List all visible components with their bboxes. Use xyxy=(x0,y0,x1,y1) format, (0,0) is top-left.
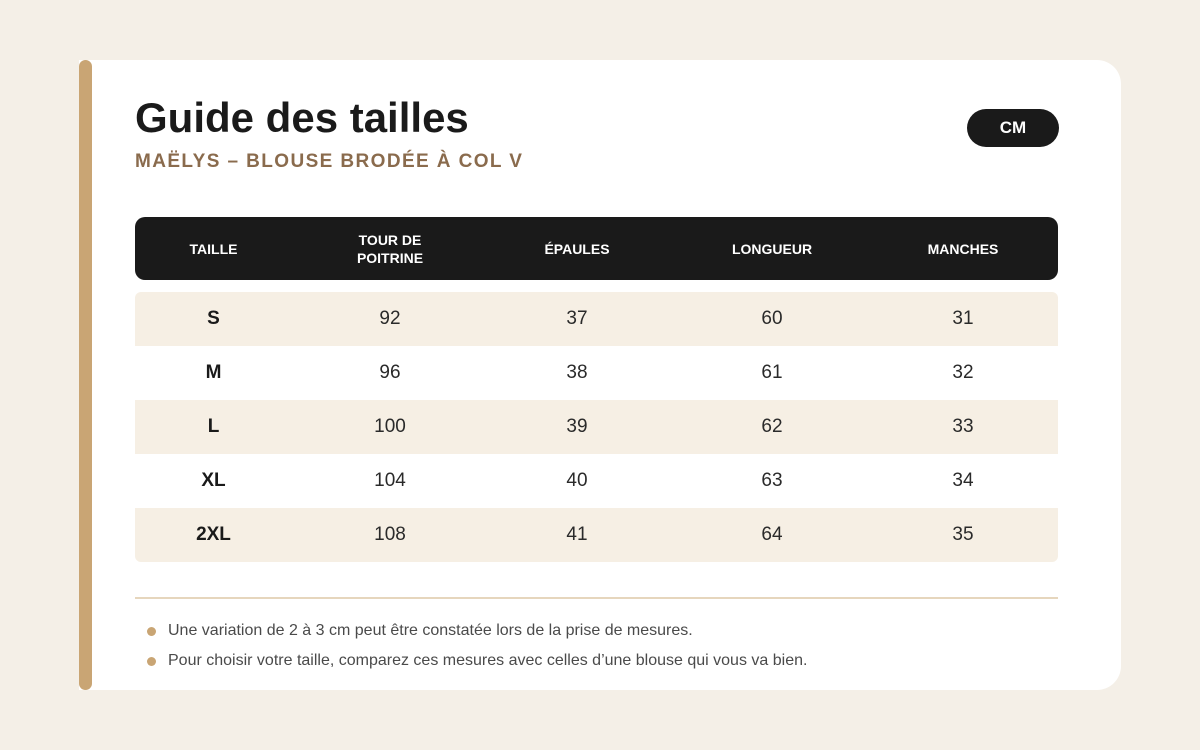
cell-size: 2XL xyxy=(196,524,231,545)
table-row xyxy=(135,346,1058,400)
cell-sleeves: 33 xyxy=(952,416,974,437)
column-header-size: TAILLE xyxy=(189,240,238,257)
list-item xyxy=(147,621,807,641)
cell-sleeves: 34 xyxy=(952,470,974,491)
table-row xyxy=(135,400,1058,454)
cell-length: 60 xyxy=(761,308,783,329)
accent-bar xyxy=(79,60,92,690)
cell-length: 64 xyxy=(761,524,783,545)
cell-shoulders: 37 xyxy=(566,308,588,329)
list-item xyxy=(147,651,807,671)
cell-shoulders: 38 xyxy=(566,362,588,383)
unit-toggle-button[interactable]: CM xyxy=(967,109,1059,147)
column-header-chest xyxy=(292,231,488,267)
cell-sleeves: 32 xyxy=(952,362,974,383)
cell-shoulders: 39 xyxy=(566,416,588,437)
cell-chest: 104 xyxy=(374,470,406,491)
cell-shoulders: 40 xyxy=(566,470,588,491)
cell-shoulders: 41 xyxy=(566,524,588,545)
bullet-dot-icon xyxy=(147,657,156,666)
cell-length: 61 xyxy=(761,362,783,383)
cell-size: M xyxy=(205,362,222,383)
table-header xyxy=(135,217,1058,280)
cell-sleeves: 31 xyxy=(952,308,974,329)
page-title: Guide des tailles xyxy=(135,94,469,141)
column-header-chest-label: TOUR DE POITRINE xyxy=(356,231,424,266)
bullet-dot-icon xyxy=(147,627,156,636)
column-header-length: LONGUEUR xyxy=(731,240,813,257)
cell-length: 63 xyxy=(761,470,783,491)
cell-chest: 100 xyxy=(374,416,406,437)
cell-size: XL xyxy=(201,470,226,491)
table-row xyxy=(135,508,1058,562)
note-text: Pour choisir votre taille, comparez ces mesures avec celles d’une blouse qui vous va bien. xyxy=(168,652,808,669)
size-guide-card xyxy=(79,60,1121,690)
table-row xyxy=(135,454,1058,508)
cell-size: S xyxy=(207,308,220,329)
column-header-shoulders: ÉPAULES xyxy=(544,240,610,257)
column-header-sleeves: MANCHES xyxy=(927,240,999,257)
size-table xyxy=(135,217,1058,562)
table-row xyxy=(135,292,1058,346)
cell-sleeves: 35 xyxy=(952,524,974,545)
note-text: Une variation de 2 à 3 cm peut être constatée lors de la prise de mesures. xyxy=(168,622,693,639)
cell-chest: 92 xyxy=(379,308,401,329)
cell-length: 62 xyxy=(761,416,783,437)
cell-chest: 96 xyxy=(379,362,401,383)
table-body xyxy=(135,292,1058,562)
product-name: MAËLYS – BLOUSE BRODÉE À COL V xyxy=(135,151,524,172)
measurement-notes xyxy=(147,621,807,681)
cell-size: L xyxy=(207,416,220,437)
cell-chest: 108 xyxy=(374,524,406,545)
notes-divider xyxy=(135,597,1058,599)
